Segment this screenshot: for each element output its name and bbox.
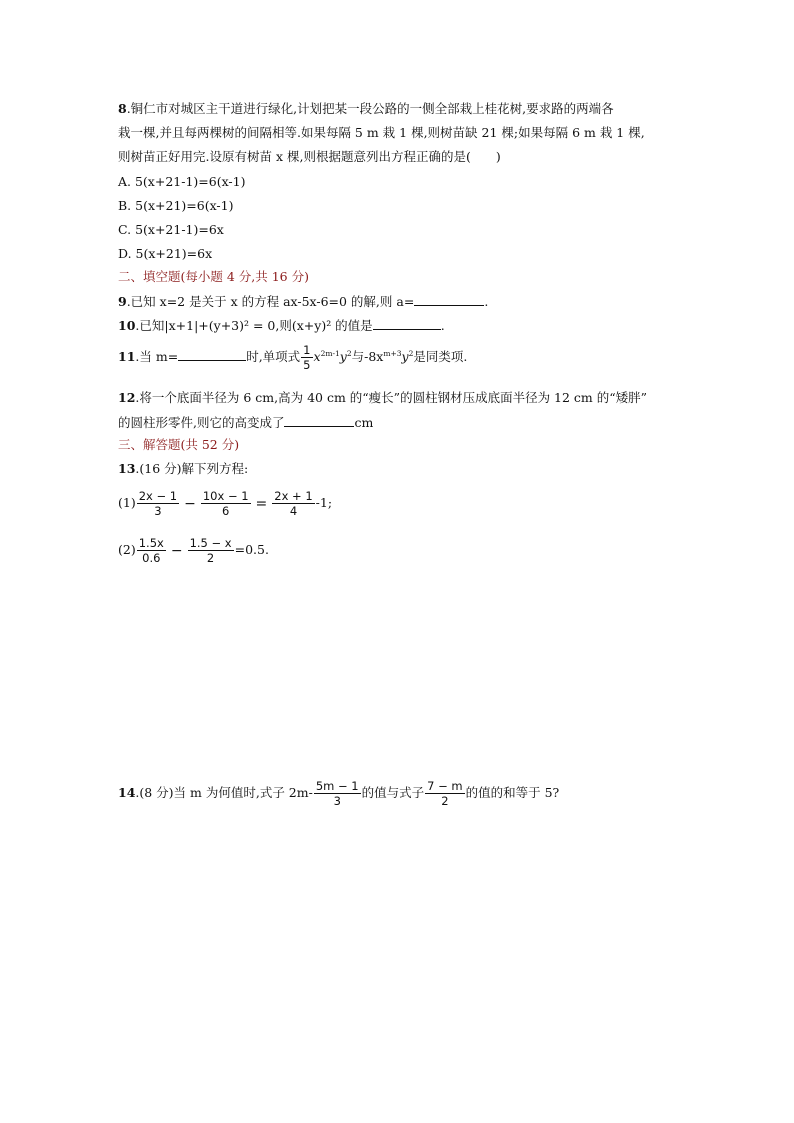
q11-line xyxy=(118,342,467,372)
q13-p1-frac1 xyxy=(137,489,179,518)
q11-exp-3: m+3 xyxy=(383,349,402,358)
q11-exp-4: 2 xyxy=(408,349,414,358)
q13-p1-frac3 xyxy=(272,489,314,518)
q11-base-y: y xyxy=(339,349,347,364)
q11-text-a: .当 m= xyxy=(135,349,179,364)
q11-text-c: 与-8x xyxy=(351,349,384,364)
q12-number: 12 xyxy=(118,390,136,405)
q8-text-1: .铜仁市对城区主干道进行绿化,计划把某一段公路的一侧全部栽上桂花树,要求路的两端各 xyxy=(126,101,614,116)
q13-p1-f3-den: 4 xyxy=(289,504,298,518)
q14-f1-num: 5m − 1 xyxy=(315,779,359,793)
q14-text-a: .(8 分)当 m 为何值时,式子 2m- xyxy=(135,785,313,800)
q12-answer-blank[interactable] xyxy=(284,413,354,427)
q8-option-b: B. 5(x+21)=6(x-1) xyxy=(118,198,234,213)
q9-text: .已知 x=2 是关于 x 的方程 ax-5x-6=0 的解,则 a= xyxy=(126,294,415,309)
q13-p1-minus: − xyxy=(184,495,196,512)
q12-text-2: 的圆柱形零件,则它的高变成了 xyxy=(118,415,285,430)
q11-base-x: x xyxy=(313,349,321,364)
q14-f1-den: 3 xyxy=(333,794,341,808)
q11-exp-2: 2 xyxy=(346,349,352,358)
q13-p1-equals: = xyxy=(255,495,268,512)
q14-text-b: 的值与式子 xyxy=(361,785,425,800)
q13-p2-f1-num: 1.5x xyxy=(138,536,164,550)
q13-number: 13 xyxy=(118,461,136,476)
section-solve-heading: 三、解答题(共 52 分) xyxy=(118,437,240,452)
q8-line1 xyxy=(118,100,614,118)
q13-p1-tail: -1; xyxy=(315,495,333,510)
q13-p1-f2-den: 6 xyxy=(222,504,230,518)
q11-answer-blank[interactable] xyxy=(178,347,246,361)
q11-number: 11 xyxy=(118,349,136,364)
q10-number: 10 xyxy=(118,318,136,333)
q9-text-end: . xyxy=(484,294,489,309)
q10-answer-blank[interactable] xyxy=(373,316,441,330)
q8-line2: 栽一棵,并且每两棵树的间隔相等.如果每隔 5 m 栽 1 棵,则树苗缺 21 棵;如果每隔 6 m 栽 1 棵, xyxy=(118,125,645,140)
q13-p2-minus: − xyxy=(170,542,183,559)
q10-text-end: . xyxy=(440,318,445,333)
q8-option-a: A. 5(x+21-1)=6(x-1) xyxy=(118,174,246,189)
q12-unit: cm xyxy=(354,415,374,430)
q8-number: 8 xyxy=(118,101,127,116)
q13-text: .(16 分)解下列方程: xyxy=(135,461,249,476)
q13-part2 xyxy=(118,532,269,569)
q11-frac-num: 1 xyxy=(303,343,311,357)
q13-p2-f2-den: 2 xyxy=(206,551,215,565)
q13-p2-tail: =0.5. xyxy=(234,542,269,557)
q12-line1 xyxy=(118,389,647,407)
q8-option-d: D. 5(x+21)=6x xyxy=(118,246,213,261)
q13-line xyxy=(118,460,248,478)
q8-option-c: C. 5(x+21-1)=6x xyxy=(118,222,224,237)
q14-line xyxy=(118,775,559,811)
q11-text-b: 时,单项式 xyxy=(246,349,301,364)
q13-p1-f1-den: 3 xyxy=(154,504,162,518)
q8-line3: 则树苗正好用完.设原有树苗 x 棵,则根据题意列出方程正确的是( ) xyxy=(118,149,501,164)
q9-line xyxy=(118,292,488,311)
q12-text-1: .将一个底面半径为 6 cm,高为 40 cm 的“瘦长”的圆柱钢材压成底面半径为 12 cm 的“矮胖” xyxy=(135,390,648,405)
q10-text: .已知|x+1|+(y+3)² = 0,则(x+y)² 的值是 xyxy=(135,318,373,333)
q11-base-y2: y xyxy=(401,349,409,364)
q13-p1-frac2 xyxy=(201,489,251,518)
q13-p1-f3-num: 2x + 1 xyxy=(274,489,313,503)
q13-p1-f2-num: 10x − 1 xyxy=(202,489,249,503)
q13-p2-f1-den: 0.6 xyxy=(142,551,161,565)
q9-answer-blank[interactable] xyxy=(414,292,484,306)
q14-number: 14 xyxy=(118,785,136,800)
q13-p1-label: (1) xyxy=(118,495,136,510)
q13-p2-frac2 xyxy=(188,536,234,565)
section-fill-in-heading: 二、填空题(每小题 4 分,共 16 分) xyxy=(118,269,309,284)
q14-frac2 xyxy=(425,779,464,808)
q13-p2-f2-num: 1.5 − x xyxy=(189,536,232,550)
q13-p1-f1-num: 2x − 1 xyxy=(138,489,178,503)
q12-line2 xyxy=(118,413,373,432)
q11-text-d: 是同类项. xyxy=(413,349,468,364)
q11-frac-den: 5 xyxy=(303,358,311,372)
q11-exp-1: 2m-1 xyxy=(320,349,340,358)
q14-frac1 xyxy=(314,779,361,808)
q11-fraction xyxy=(301,343,312,372)
q14-f2-num: 7 − m xyxy=(427,779,463,793)
q13-part1 xyxy=(118,485,332,522)
q9-number: 9 xyxy=(118,294,127,309)
q13-p2-label: (2) xyxy=(118,542,136,557)
q13-p2-frac1 xyxy=(137,536,166,565)
q14-f2-den: 2 xyxy=(441,794,449,808)
q10-line xyxy=(118,316,445,335)
q14-text-c: 的值的和等于 5? xyxy=(465,785,560,800)
